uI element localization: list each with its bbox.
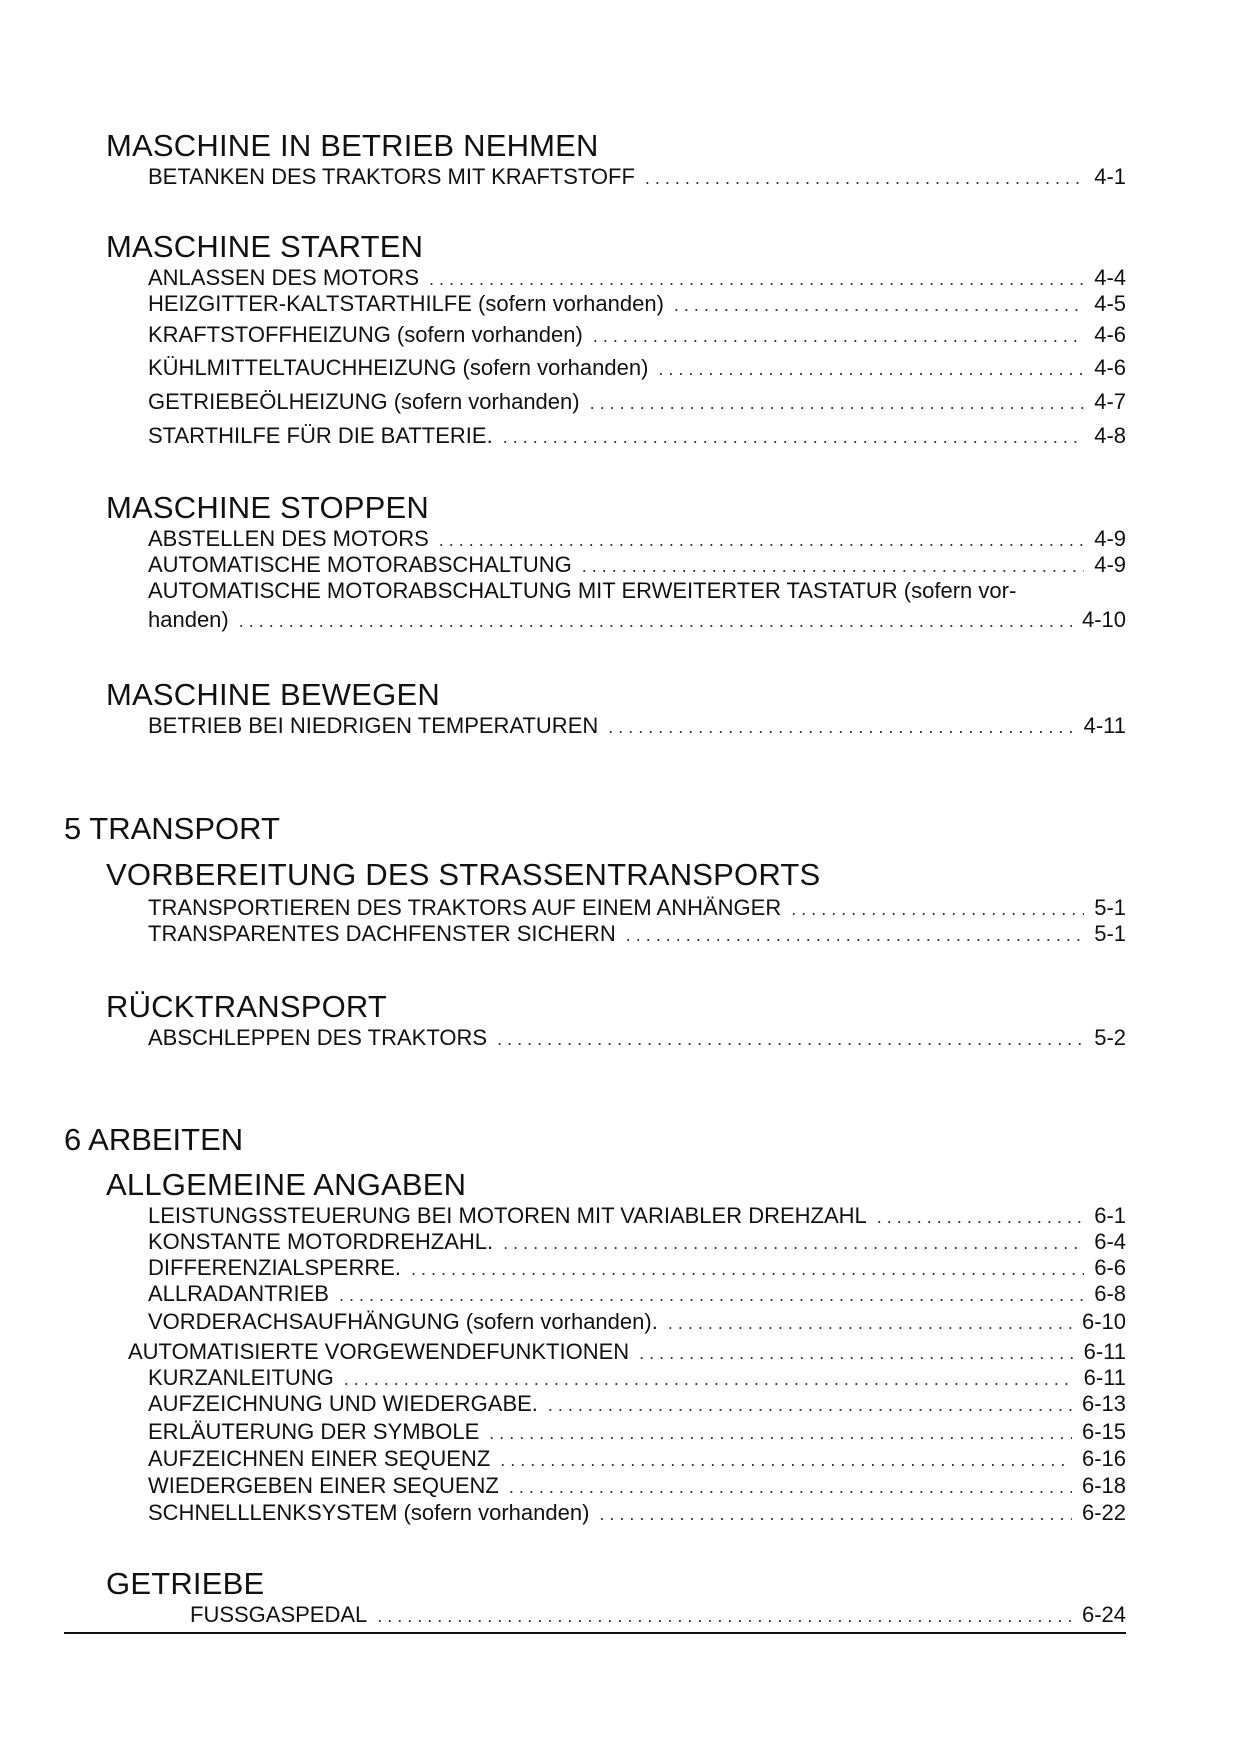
dot-leader	[411, 1259, 1084, 1280]
toc-entry-text: ALLRADANTRIEB	[148, 1281, 329, 1306]
toc-entry-page: 6-13	[1081, 1391, 1126, 1416]
toc-entry[interactable]	[148, 895, 1126, 921]
toc-entry-text-wrapped[interactable]: AUTOMATISCHE MOTORABSCHALTUNG MIT ERWEITERTER TASTATUR (sofern vor-	[148, 578, 1017, 603]
toc-entry-text: BETANKEN DES TRAKTORS MIT KRAFTSTOFF	[148, 164, 635, 189]
dot-leader	[239, 611, 1072, 632]
toc-entry-text: KURZANLEITUNG	[148, 1365, 334, 1390]
toc-entry-page: 6-24	[1081, 1602, 1126, 1627]
toc-entry[interactable]	[148, 1229, 1126, 1255]
toc-entry-text: VORDERACHSAUFHÄNGUNG (sofern vorhanden).	[148, 1309, 658, 1334]
chapter-title-arbeiten: 6 ARBEITEN	[64, 1122, 244, 1157]
dot-leader	[377, 1606, 1072, 1627]
toc-entry[interactable]	[148, 1365, 1126, 1391]
toc-entry-text: SCHNELLLENKSYSTEM (sofern vorhanden)	[148, 1500, 590, 1525]
toc-entry-page: 4-4	[1094, 265, 1126, 290]
dot-leader	[582, 556, 1084, 577]
toc-entry[interactable]	[148, 1255, 1126, 1281]
toc-entry-page: 6-11	[1083, 1365, 1126, 1390]
toc-entry[interactable]	[148, 355, 1126, 381]
toc-entry[interactable]	[148, 607, 1126, 633]
toc-entry[interactable]	[148, 1473, 1126, 1499]
dot-leader	[339, 1285, 1084, 1306]
dot-leader	[639, 1343, 1073, 1364]
dot-leader	[500, 1450, 1072, 1471]
toc-entry-text: HEIZGITTER-KALTSTARTHILFE (sofern vorhanden)	[148, 291, 664, 316]
toc-entry-text: ABSCHLEPPEN DES TRAKTORS	[148, 1025, 488, 1050]
toc-entry-page: 4-9	[1094, 526, 1126, 551]
dot-leader	[877, 1207, 1084, 1228]
toc-entry-page: 4-11	[1083, 713, 1126, 738]
toc-entry[interactable]	[148, 1446, 1126, 1472]
toc-entry-page: 4-5	[1094, 291, 1126, 316]
toc-entry-page: 5-2	[1094, 1025, 1126, 1050]
toc-entry-text: KRAFTSTOFFHEIZUNG (sofern vorhanden)	[148, 322, 583, 347]
toc-entry-page: 6-4	[1094, 1229, 1126, 1254]
toc-entry-text: AUFZEICHNEN EINER SEQUENZ	[148, 1446, 491, 1471]
dot-leader	[590, 393, 1085, 414]
toc-entry[interactable]	[148, 1281, 1126, 1307]
toc-entry-text: WIEDERGEBEN EINER SEQUENZ	[148, 1473, 499, 1498]
toc-entry-text: ERLÄUTERUNG DER SYMBOLE	[148, 1419, 480, 1444]
dot-leader	[674, 295, 1084, 316]
toc-entry[interactable]	[128, 1339, 1126, 1365]
dot-leader	[489, 1423, 1072, 1444]
toc-entry-page: 6-8	[1094, 1281, 1126, 1306]
toc-entry[interactable]	[148, 921, 1126, 947]
dot-leader	[439, 530, 1084, 551]
dot-leader	[645, 168, 1084, 189]
chapter-title-transport: 5 TRANSPORT	[64, 811, 280, 846]
section-title-allgemein: ALLGEMEINE ANGABEN	[106, 1167, 467, 1202]
toc-entry[interactable]	[148, 164, 1126, 190]
toc-entry-page: 6-15	[1081, 1419, 1126, 1444]
toc-entry[interactable]	[148, 1500, 1126, 1526]
toc-entry[interactable]	[148, 552, 1126, 578]
toc-entry[interactable]	[148, 1309, 1126, 1335]
toc-entry-page: 4-6	[1094, 355, 1126, 380]
toc-entry-page: 6-11	[1083, 1339, 1126, 1364]
toc-entry-page: 4-10	[1081, 607, 1126, 632]
toc-entry[interactable]	[148, 265, 1126, 291]
toc-entry-text: DIFFERENZIALSPERRE.	[148, 1255, 402, 1280]
dot-leader	[658, 359, 1084, 380]
toc-entry-page: 6-22	[1081, 1500, 1126, 1525]
toc-entry[interactable]	[148, 423, 1126, 449]
toc-entry[interactable]	[148, 1391, 1126, 1417]
toc-entry-text: BETRIEB BEI NIEDRIGEN TEMPERATUREN	[148, 713, 599, 738]
section-title-ruecktransport: RÜCKTRANSPORT	[106, 989, 388, 1024]
dot-leader	[593, 326, 1084, 347]
section-title-getriebe: GETRIEBE	[106, 1566, 265, 1601]
toc-entry-text: AUFZEICHNUNG UND WIEDERGABE.	[148, 1391, 538, 1416]
toc-entry-page: 4-7	[1094, 389, 1126, 414]
toc-entry[interactable]	[148, 526, 1126, 552]
toc-entry-page: 6-6	[1094, 1255, 1126, 1280]
toc-entry[interactable]	[148, 713, 1126, 739]
toc-entry-page: 6-10	[1081, 1309, 1126, 1334]
toc-entry-page: 4-1	[1094, 164, 1126, 189]
toc-entry-text: LEISTUNGSSTEUERUNG BEI MOTOREN MIT VARIABLER DREHZAHL	[148, 1203, 867, 1228]
toc-entry-page: 4-8	[1094, 423, 1126, 448]
toc-entry-text: TRANSPARENTES DACHFENSTER SICHERN	[148, 921, 616, 946]
toc-entry[interactable]	[148, 1203, 1126, 1229]
toc-entry-page: 5-1	[1094, 895, 1126, 920]
toc-entry-text: handen)	[148, 607, 229, 632]
toc-entry[interactable]	[148, 1025, 1126, 1051]
section-title-inbetrieb: MASCHINE IN BETRIEB NEHMEN	[106, 128, 599, 163]
toc-entry-text: GETRIEBEÖLHEIZUNG (sofern vorhanden)	[148, 389, 580, 414]
toc-entry-text: AUTOMATISIERTE VORGEWENDEFUNKTIONEN	[128, 1339, 630, 1364]
toc-entry[interactable]	[148, 322, 1126, 348]
toc-entry[interactable]	[148, 1419, 1126, 1445]
toc-entry-page: 4-9	[1094, 552, 1126, 577]
toc-entry-text: ANLASSEN DES MOTORS	[148, 265, 419, 290]
dot-leader	[503, 1233, 1084, 1254]
toc-entry-text: KONSTANTE MOTORDREHZAHL.	[148, 1229, 494, 1254]
toc-entry-text: STARTHILFE FÜR DIE BATTERIE.	[148, 423, 493, 448]
section-title-stoppen: MASCHINE STOPPEN	[106, 490, 430, 525]
toc-entry[interactable]	[148, 389, 1126, 415]
toc-entry-page: 6-16	[1081, 1446, 1126, 1471]
toc-entry-page: 6-18	[1081, 1473, 1126, 1498]
dot-leader	[344, 1369, 1074, 1390]
dot-leader	[668, 1313, 1072, 1334]
toc-entry-text: FUSSGASPEDAL	[190, 1602, 368, 1627]
dot-leader	[509, 1477, 1072, 1498]
toc-entry[interactable]	[148, 291, 1126, 317]
dot-leader	[626, 925, 1084, 946]
dot-leader	[791, 899, 1084, 920]
dot-leader	[599, 1504, 1072, 1525]
section-title-starten: MASCHINE STARTEN	[106, 229, 424, 264]
toc-entry-page: 4-6	[1094, 322, 1126, 347]
toc-entry-text: KÜHLMITTELTAUCHHEIZUNG (sofern vorhanden)	[148, 355, 649, 380]
dot-leader	[503, 427, 1084, 448]
toc-entry[interactable]	[190, 1602, 1126, 1628]
toc-entry-text: ABSTELLEN DES MOTORS	[148, 526, 429, 551]
toc-entry-text: TRANSPORTIEREN DES TRAKTORS AUF EINEM ANHÄNGER	[148, 895, 782, 920]
dot-leader	[608, 717, 1073, 738]
toc-entry-page: 6-1	[1094, 1203, 1126, 1228]
footer-rule	[64, 1632, 1126, 1634]
dot-leader	[429, 269, 1084, 290]
toc-entry-page: 5-1	[1094, 921, 1126, 946]
dot-leader	[548, 1395, 1072, 1416]
section-title-strassentransport: VORBEREITUNG DES STRASSENTRANSPORTS	[106, 857, 821, 892]
dot-leader	[497, 1029, 1084, 1050]
toc-entry-text: AUTOMATISCHE MOTORABSCHALTUNG	[148, 552, 572, 577]
section-title-bewegen: MASCHINE BEWEGEN	[106, 677, 440, 712]
